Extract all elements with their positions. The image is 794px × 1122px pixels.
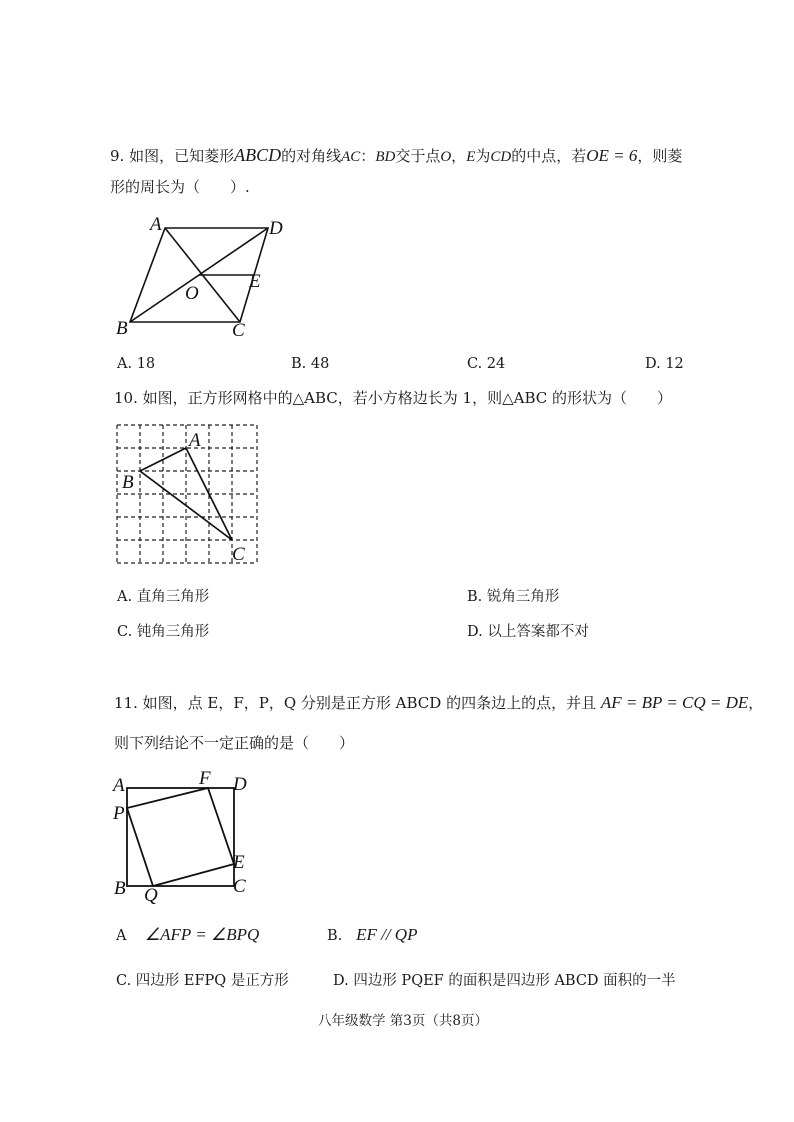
label-c: C xyxy=(233,876,246,897)
q9-number: 9. xyxy=(110,147,125,165)
q11-option-c[interactable]: C. 四边形 EFPQ 是正方形 xyxy=(116,973,289,989)
label-d: D xyxy=(269,218,283,239)
q10-stem: 10. 如图，正方形网格中的△ABC，若小方格边长为 1，则△ABC 的形状为（ ） xyxy=(114,389,672,407)
q9-option-c[interactable]: C. 24 xyxy=(467,356,506,372)
q10-grid-figure xyxy=(110,420,270,575)
quadrilateral-efpq xyxy=(127,788,234,886)
q11-line2: 则下列结论不一定正确的是（ ） xyxy=(114,734,355,752)
label-o: O xyxy=(185,283,199,304)
q9-line2: 形的周长为（ ）. xyxy=(110,178,250,196)
label-d: D xyxy=(233,774,247,795)
q10-option-a[interactable]: A. 直角三角形 xyxy=(117,589,210,605)
label-e: E xyxy=(233,852,245,873)
q11-option-b[interactable]: B. EF // QP xyxy=(327,925,418,944)
label-f: F xyxy=(199,768,211,789)
label-b: B xyxy=(122,472,134,493)
q10-option-b[interactable]: B. 锐角三角形 xyxy=(467,589,560,605)
q10-option-d[interactable]: D. 以上答案都不对 xyxy=(467,624,589,640)
q9-option-a[interactable]: A. 18 xyxy=(117,356,156,372)
square-abcd xyxy=(127,788,234,886)
label-q: Q xyxy=(144,885,158,906)
label-a: A xyxy=(113,775,125,796)
label-c: C xyxy=(232,320,245,341)
label-a: A xyxy=(150,214,162,235)
q11-square-figure xyxy=(108,768,278,906)
q9-rhombus-figure xyxy=(110,212,300,342)
label-p: P xyxy=(113,803,125,824)
label-e: E xyxy=(249,271,261,292)
q10-option-c[interactable]: C. 钝角三角形 xyxy=(117,624,210,640)
q11-option-a[interactable]: A ∠AFP = ∠BPQ xyxy=(116,925,260,944)
label-b: B xyxy=(116,318,128,339)
q11-line1: 11. 如图，点 E，F，P，Q 分别是正方形 ABCD 的四条边上的点，并且 AF = BP = CQ = DE， xyxy=(114,693,764,712)
grid-lines xyxy=(117,425,257,563)
label-a: A xyxy=(189,430,201,451)
q9-option-b[interactable]: B. 48 xyxy=(291,356,330,372)
label-b: B xyxy=(114,878,126,899)
q11-option-d[interactable]: D. 四边形 PQEF 的面积是四边形 ABCD 面积的一半 xyxy=(333,973,676,989)
q9-line1: 9. 如图，已知菱形ABCD的对角线AC：BD交于点O，E为CD的中点，若OE = 6，则菱 xyxy=(110,145,683,165)
page-footer: 八年级数学 第3页（共8页） xyxy=(318,1013,488,1029)
label-c: C xyxy=(232,544,245,565)
q9-option-d[interactable]: D. 12 xyxy=(645,356,684,372)
